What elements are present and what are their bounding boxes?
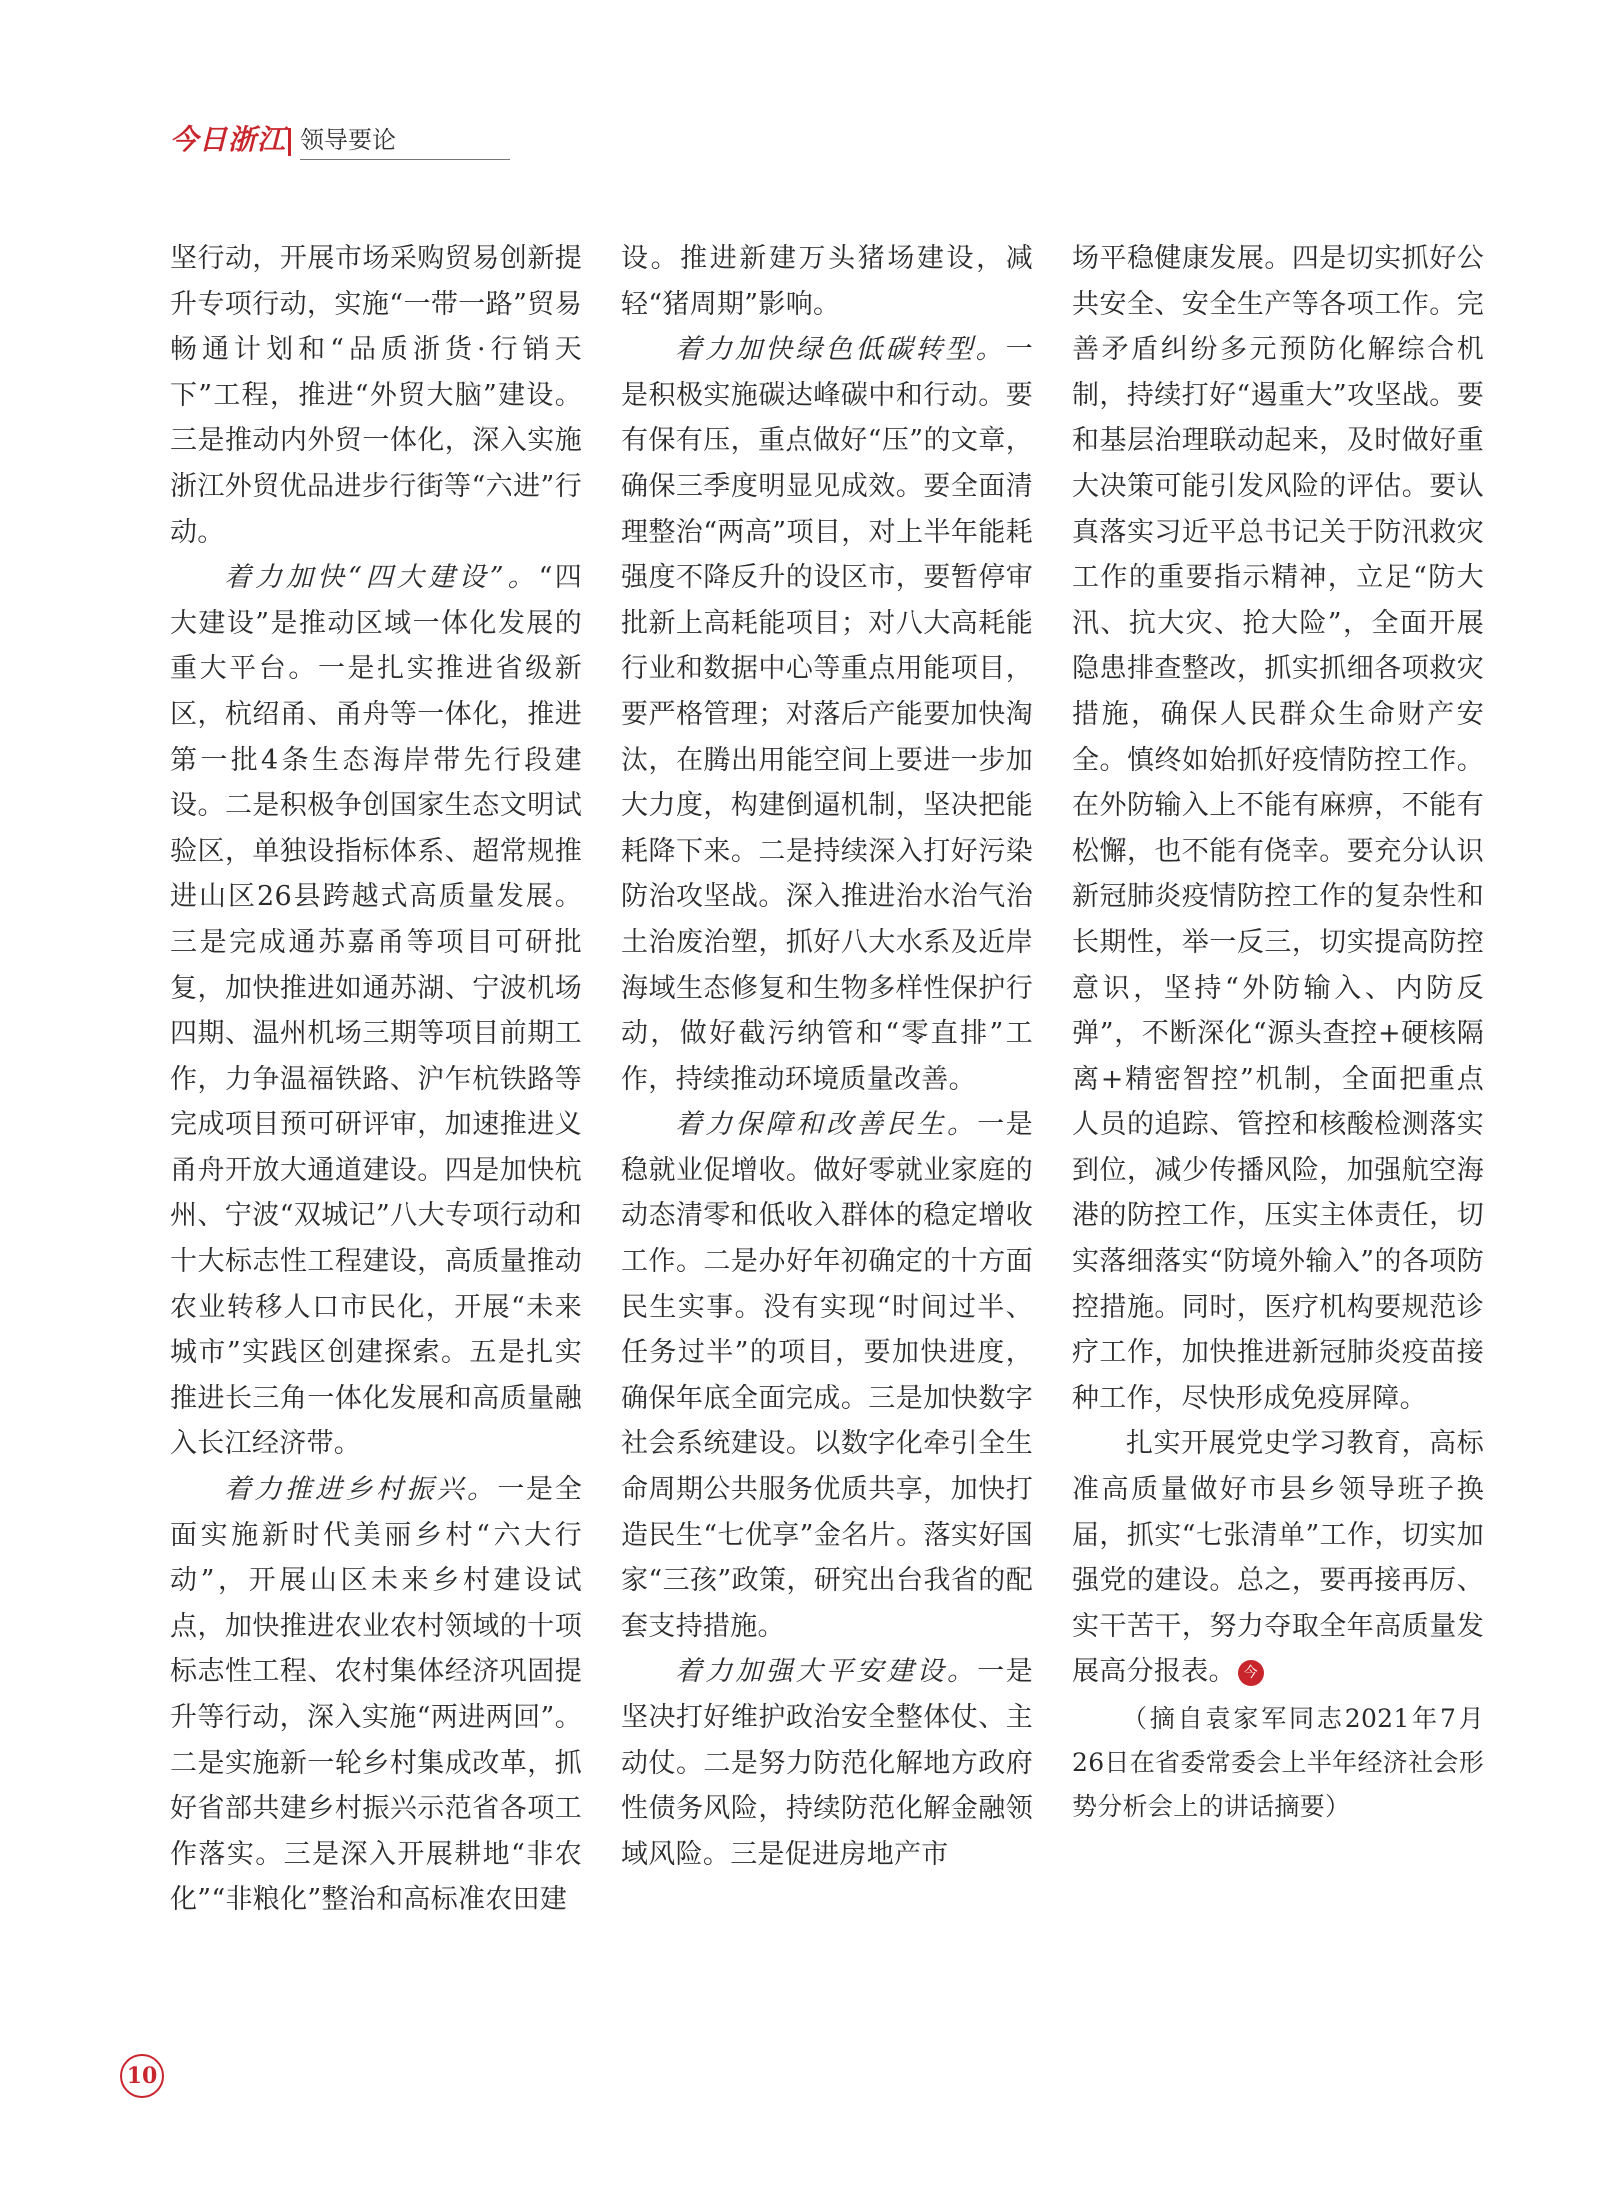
paragraph-body: 一是积极实施碳达峰碳中和行动。要有保有压，重点做好“压”的文章，确保三季度明显见成效。要全面清理整治“两高”项目，对上半年能耗强度不降反升的设区市，要暂停审批新上高耗能项目；对八大高耗能行业和数据中心等重点用能项目，要严格管理；对落后产能要加快淘汰，在腾出用能空间上要进一步加大力度，构建倒逼机制，坚决把能耗降下来。二是持续深入打好污染防治攻坚战。深入推进治水治气治土治废治塑，抓好八大水系及近岸海域生态修复和生物多样性保护行动，做好截污纳管和“零直排”工作，持续推动环境质量改善。 — [621, 334, 1033, 1095]
page-header — [170, 122, 510, 162]
paragraph-lead: 着力保障和改善民生。 — [675, 1109, 978, 1141]
paragraph-lead: 着力加快绿色低碳转型。 — [675, 334, 1006, 366]
paragraph — [621, 327, 1033, 1102]
source-note: （摘自袁家军同志2021年7月26日在省委常委会上半年经济社会形势分析会上的讲话摘要） — [1072, 1704, 1484, 1821]
paragraph — [170, 555, 582, 1467]
header-divider — [288, 128, 291, 156]
section-title: 领导要论 — [300, 126, 396, 154]
text-column-2 — [621, 236, 1033, 1877]
end-mark-icon: 今 — [1238, 1660, 1264, 1686]
magazine-logo: 今日浙江 — [170, 123, 287, 156]
text-column-1 — [170, 236, 582, 1923]
paragraph-body: 一是稳就业促增收。做好零就业家庭的动态清零和低收入群体的稳定增收工作。二是办好年初确定的十方面民生实事。没有实现“时间过半、任务过半”的项目，要加快进度，确保年底全面完成。三是加快数字社会系统建设。以数字化牵引全生命周期公共服务优质共享，加快打造民生“七优享”金名片。落实好国家“三孩”政策，研究出台我省的配套支持措施。 — [621, 1109, 1034, 1642]
paragraph-lead: 着力加强大平安建设。 — [675, 1656, 978, 1688]
text-column-3 — [1072, 236, 1484, 1829]
paragraph: 设。推进新建万头猪场建设，减轻“猪周期”影响。 — [621, 243, 1033, 320]
paragraph: 坚行动，开展市场采购贸易创新提升专项行动，实施“一带一路”贸易畅通计划和“品质浙货·行销天下”工程，推进“外贸大脑”建设。三是推动内外贸一体化，深入实施浙江外贸优品进步行街等“六进”行动。 — [170, 243, 582, 548]
paragraph-lead: 着力加快“四大建设”。 — [224, 562, 539, 594]
paragraph — [1072, 1421, 1484, 1695]
paragraph-body: 扎实开展党史学习教育，高标准高质量做好市县乡领导班子换届，抓实“七张清单”工作，切实加强党的建设。总之，要再接再厉、实干苦干，努力夺取全年高质量发展高分报表。 — [1072, 1428, 1484, 1688]
paragraph — [621, 1649, 1033, 1877]
paragraph — [170, 1467, 582, 1923]
page-number: 10 — [120, 2054, 164, 2098]
paragraph: 场平稳健康发展。四是切实抓好公共安全、安全生产等各项工作。完善矛盾纠纷多元预防化解综合机制，持续打好“遏重大”攻坚战。要和基层治理联动起来，及时做好重大决策可能引发风险的评估。要认真落实习近平总书记关于防汛救灾工作的重要指示精神，立足“防大汛、抗大灾、抢大险”，全面开展隐患排查整改，抓实抓细各项救灾措施，确保人民群众生命财产安全。慎终如始抓好疫情防控工作。在外防输入上不能有麻痹，不能有松懈，也不能有侥幸。要充分认识新冠肺炎疫情防控工作的复杂性和长期性，举一反三，切实提高防控意识，坚持“外防输入、内防反弹”，不断深化“源头查控+硬核隔离+精密智控”机制，全面把重点人员的追踪、管控和核酸检测落实到位，减少传播风险，加强航空海港的防控工作，压实主体责任，切实落细落实“防境外输入”的各项防控措施。同时，医疗机构要规范诊疗工作，加快推进新冠肺炎疫苗接种工作，尽快形成免疫屏障。 — [1072, 243, 1484, 1414]
paragraph — [621, 1102, 1033, 1649]
paragraph-body: “四大建设”是推动区域一体化发展的重大平台。一是扎实推进省级新区，杭绍甬、甬舟等一体化，推进第一批4条生态海岸带先行段建设。二是积极争创国家生态文明试验区，单独设指标体系、超常规推进山区26县跨越式高质量发展。三是完成通苏嘉甬等项目可研批复，加快推进如通苏湖、宁波机场四期、温州机场三期等项目前期工作，力争温福铁路、沪乍杭铁路等完成项目预可研评审，加速推进义甬舟开放大通道建设。四是加快杭州、宁波“双城记”八大专项行动和十大标志性工程建设，高质量推动农业转移人口市民化，开展“未来城市”实践区创建探索。五是扎实推进长三角一体化发展和高质量融入长江经济带。 — [170, 562, 582, 1460]
paragraph-body: 一是坚决打好维护政治安全整体仗、主动仗。二是努力防范化解地方政府性债务风险，持续防范化解金融领域风险。三是促进房地产市 — [621, 1656, 1034, 1870]
paragraph-body: 一是全面实施新时代美丽乡村“六大行动”，开展山区未来乡村建设试点，加快推进农业农村领域的十项标志性工程、农村集体经济巩固提升等行动，深入实施“两进两回”。二是实施新一轮乡村集成改革，抓好省部共建乡村振兴示范省各项工作落实。三是深入开展耕地“非农化”“非粮化”整治和高标准农田建 — [170, 1474, 583, 1916]
paragraph-lead: 着力推进乡村振兴。 — [224, 1474, 498, 1506]
header-underline — [300, 159, 510, 160]
